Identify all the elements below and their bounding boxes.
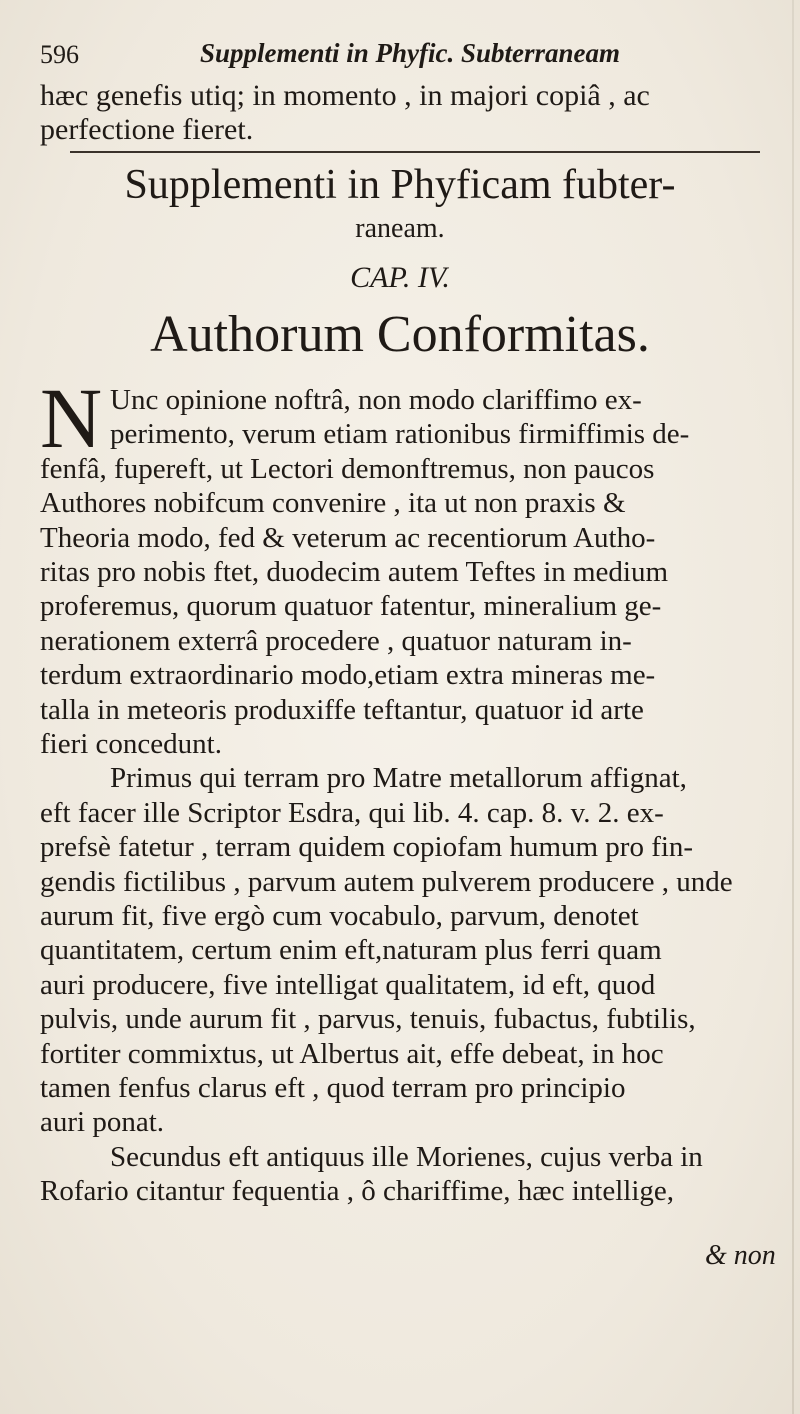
running-head bbox=[40, 38, 760, 78]
body-line: aurum fit, five ergò cum vocabulo, parvum, denotet bbox=[40, 900, 639, 932]
body-line: Rofario citantur fequentia , ô chariffime, hæc intellige, bbox=[40, 1175, 675, 1208]
body-line: Authores nobifcum convenire , ita ut non praxis & bbox=[40, 487, 626, 520]
body-line: tamen fenfus clarus eft , quod terram pro principio bbox=[40, 1072, 626, 1104]
body-line: auri producere, five intelligat qualitatem, id eft, quod bbox=[40, 968, 656, 1001]
body-line: fieri concedunt. bbox=[40, 728, 222, 760]
body-line: eft facer ille Scriptor Esdra, qui lib. 4. cap. 8. v. 2. ex- bbox=[40, 796, 664, 829]
body-line: auri ponat. bbox=[40, 1106, 165, 1139]
section-title-line-1: Supplementi in Phyficam fubter- bbox=[124, 162, 676, 208]
body-line: Primus qui terram pro Matre metallorum affignat, bbox=[110, 762, 687, 795]
body-line: Theoria modo, fed & veterum ac recentiorum Autho- bbox=[40, 521, 656, 554]
preceding-line-2: perfectione fieret. bbox=[40, 113, 254, 146]
body-line: talla in meteoris produxiffe teftantur, quatuor id arte bbox=[40, 693, 644, 726]
body-line: gendis fictilibus , parvum autem pulverem producere , unde bbox=[40, 865, 733, 898]
body-line: perimento, verum etiam rationibus firmiffimis de- bbox=[110, 418, 690, 451]
body-line: Unc opinione noftrâ, non modo clariffimo ex- bbox=[110, 384, 642, 416]
section-divider bbox=[70, 151, 760, 153]
body-line: ritas pro nobis ftet, duodecim autem Teftes in medium bbox=[40, 556, 669, 588]
drop-cap: N bbox=[40, 370, 103, 466]
section-title-line-2: raneam. bbox=[355, 213, 445, 244]
body-line: proferemus, quorum quatuor fatentur, mineralium ge- bbox=[40, 590, 662, 623]
body-line: prefsè fatetur , terram quidem copiofam humum pro fin- bbox=[40, 831, 694, 864]
page-number: 596 bbox=[40, 40, 79, 69]
preceding-line-1: hæc genefis utiq; in momento , in majori copiâ , ac bbox=[40, 79, 650, 112]
body-line: fenfâ, fupereft, ut Lectori demonftremus, non paucos bbox=[40, 452, 655, 485]
body-line: pulvis, unde aurum fit , parvus, tenuis, fubactus, fubtilis, bbox=[40, 1003, 696, 1036]
body-line: fortiter commixtus, ut Albertus ait, effe debeat, in hoc bbox=[40, 1037, 664, 1070]
running-title: Supplementi in Phyfic. Subterraneam bbox=[200, 38, 621, 68]
body-line: quantitatem, certum enim eft,naturam plus ferri quam bbox=[40, 934, 662, 967]
chapter-title: Authorum Conformitas. bbox=[150, 306, 650, 363]
body-line: nerationem exterrâ procedere , quatuor naturam in- bbox=[40, 624, 632, 657]
body-line: Secundus eft antiquus ille Morienes, cujus verba in bbox=[110, 1140, 703, 1173]
body-line: terdum extraordinario modo,etiam extra mineras me- bbox=[40, 659, 656, 692]
chapter-label: CAP. IV. bbox=[350, 261, 450, 294]
catchword: & non bbox=[705, 1240, 776, 1271]
